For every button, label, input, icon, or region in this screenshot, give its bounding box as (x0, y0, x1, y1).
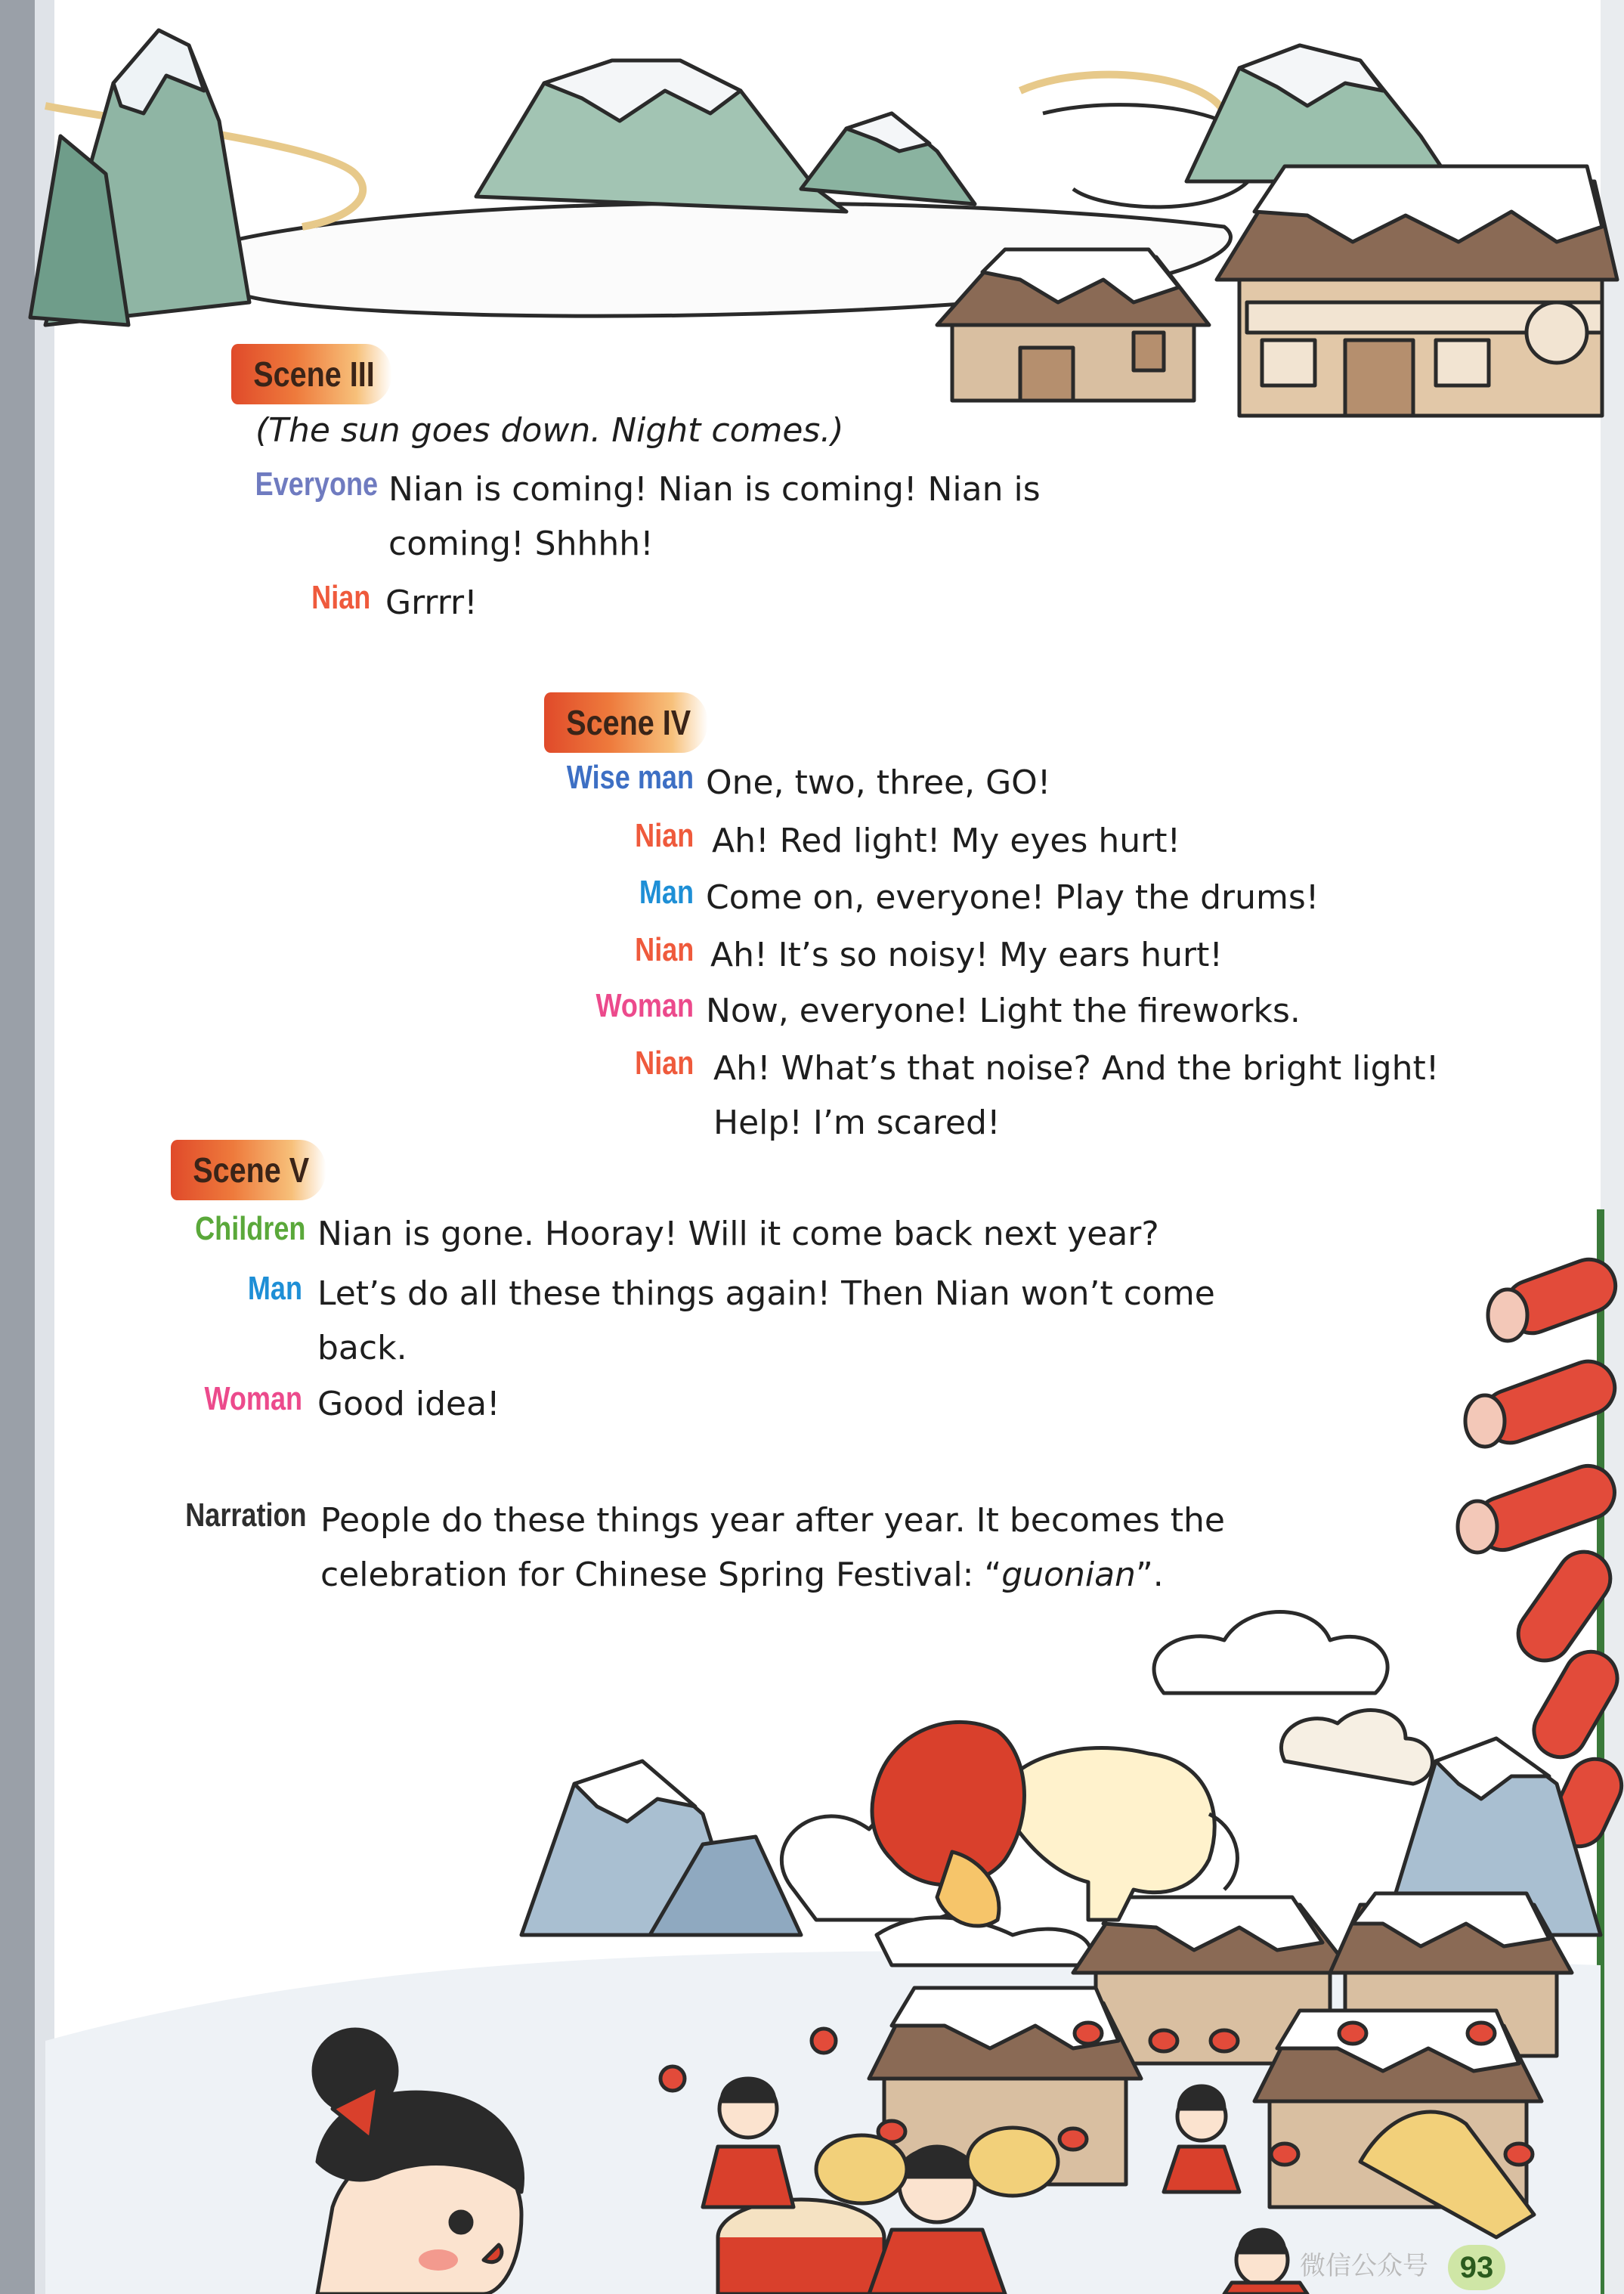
speaker-label: Everyone (255, 466, 378, 503)
scene-4-heading: Scene IV (544, 692, 708, 753)
watermark-text: 微信公众号 (1300, 2251, 1428, 2281)
scene-3-heading: Scene III (231, 344, 391, 404)
speech-text: Ah! What’s that noise? And the bright light! Help! I’m scared! (713, 1049, 1440, 1142)
speaker-label: Woman (204, 1380, 302, 1417)
dialogue-line (0, 814, 1624, 868)
dialogue-line (0, 1042, 1624, 1155)
speech-text: Come on, everyone! Play the drums! (706, 878, 1319, 917)
dialogue-line (0, 576, 1624, 630)
speech-text: Good idea! (317, 1385, 500, 1423)
narration-text-part: People do these things year after year. It becomes the celebration for Chinese Spring Festival: “ (320, 1501, 1225, 1594)
speech-text: Ah! Red light! My eyes hurt! (712, 822, 1181, 860)
speaker-label: Man (247, 1270, 302, 1307)
speaker-label: Children (194, 1210, 305, 1247)
dialogue-line (0, 1267, 1624, 1380)
dialogue-line (0, 871, 1624, 925)
page-number: 93 (1448, 2245, 1505, 2290)
speaker-label: Nian (634, 817, 694, 854)
dialogue-line (0, 463, 1624, 576)
dialogue-line (0, 928, 1624, 983)
narration-text-end: ”. (1135, 1556, 1164, 1594)
speech-text: One, two, three, GO! (706, 763, 1051, 802)
speech-text: Let’s do all these things again! Then Nian won’t come back. (317, 1274, 1215, 1367)
speech-text: Grrrr! (385, 584, 478, 622)
dialogue-line (0, 1207, 1624, 1262)
scene-3-stage-direction: (The sun goes down. Night comes.) (255, 411, 844, 450)
narration-italic-word: guonian (1001, 1556, 1136, 1594)
speaker-label: Man (639, 874, 694, 911)
speech-text: Now, everyone! Light the fireworks. (706, 992, 1301, 1030)
narration-line (0, 1494, 1624, 1607)
speech-text: Nian is gone. Hooray! Will it come back next year? (317, 1215, 1159, 1253)
dialogue-line (0, 984, 1624, 1039)
speaker-label: Nian (311, 579, 370, 616)
speaker-label: Woman (595, 987, 694, 1024)
speaker-label: Nian (634, 931, 694, 968)
narration-text (320, 1494, 1318, 1602)
snowy-village-houses-top (937, 166, 1617, 416)
dialogue-line (0, 756, 1624, 810)
narration-label: Narration (185, 1497, 307, 1534)
snowy-village-bottom (45, 1612, 1601, 2294)
speech-text: Nian is coming! Nian is coming! Nian is coming! Shhhh! (388, 470, 1041, 563)
speaker-label: Nian (634, 1045, 694, 1082)
scene-5-heading: Scene V (171, 1140, 326, 1200)
speaker-label: Wise man (566, 759, 694, 796)
dialogue-line (0, 1377, 1624, 1432)
speech-text: Ah! It’s so noisy! My ears hurt! (710, 936, 1223, 974)
